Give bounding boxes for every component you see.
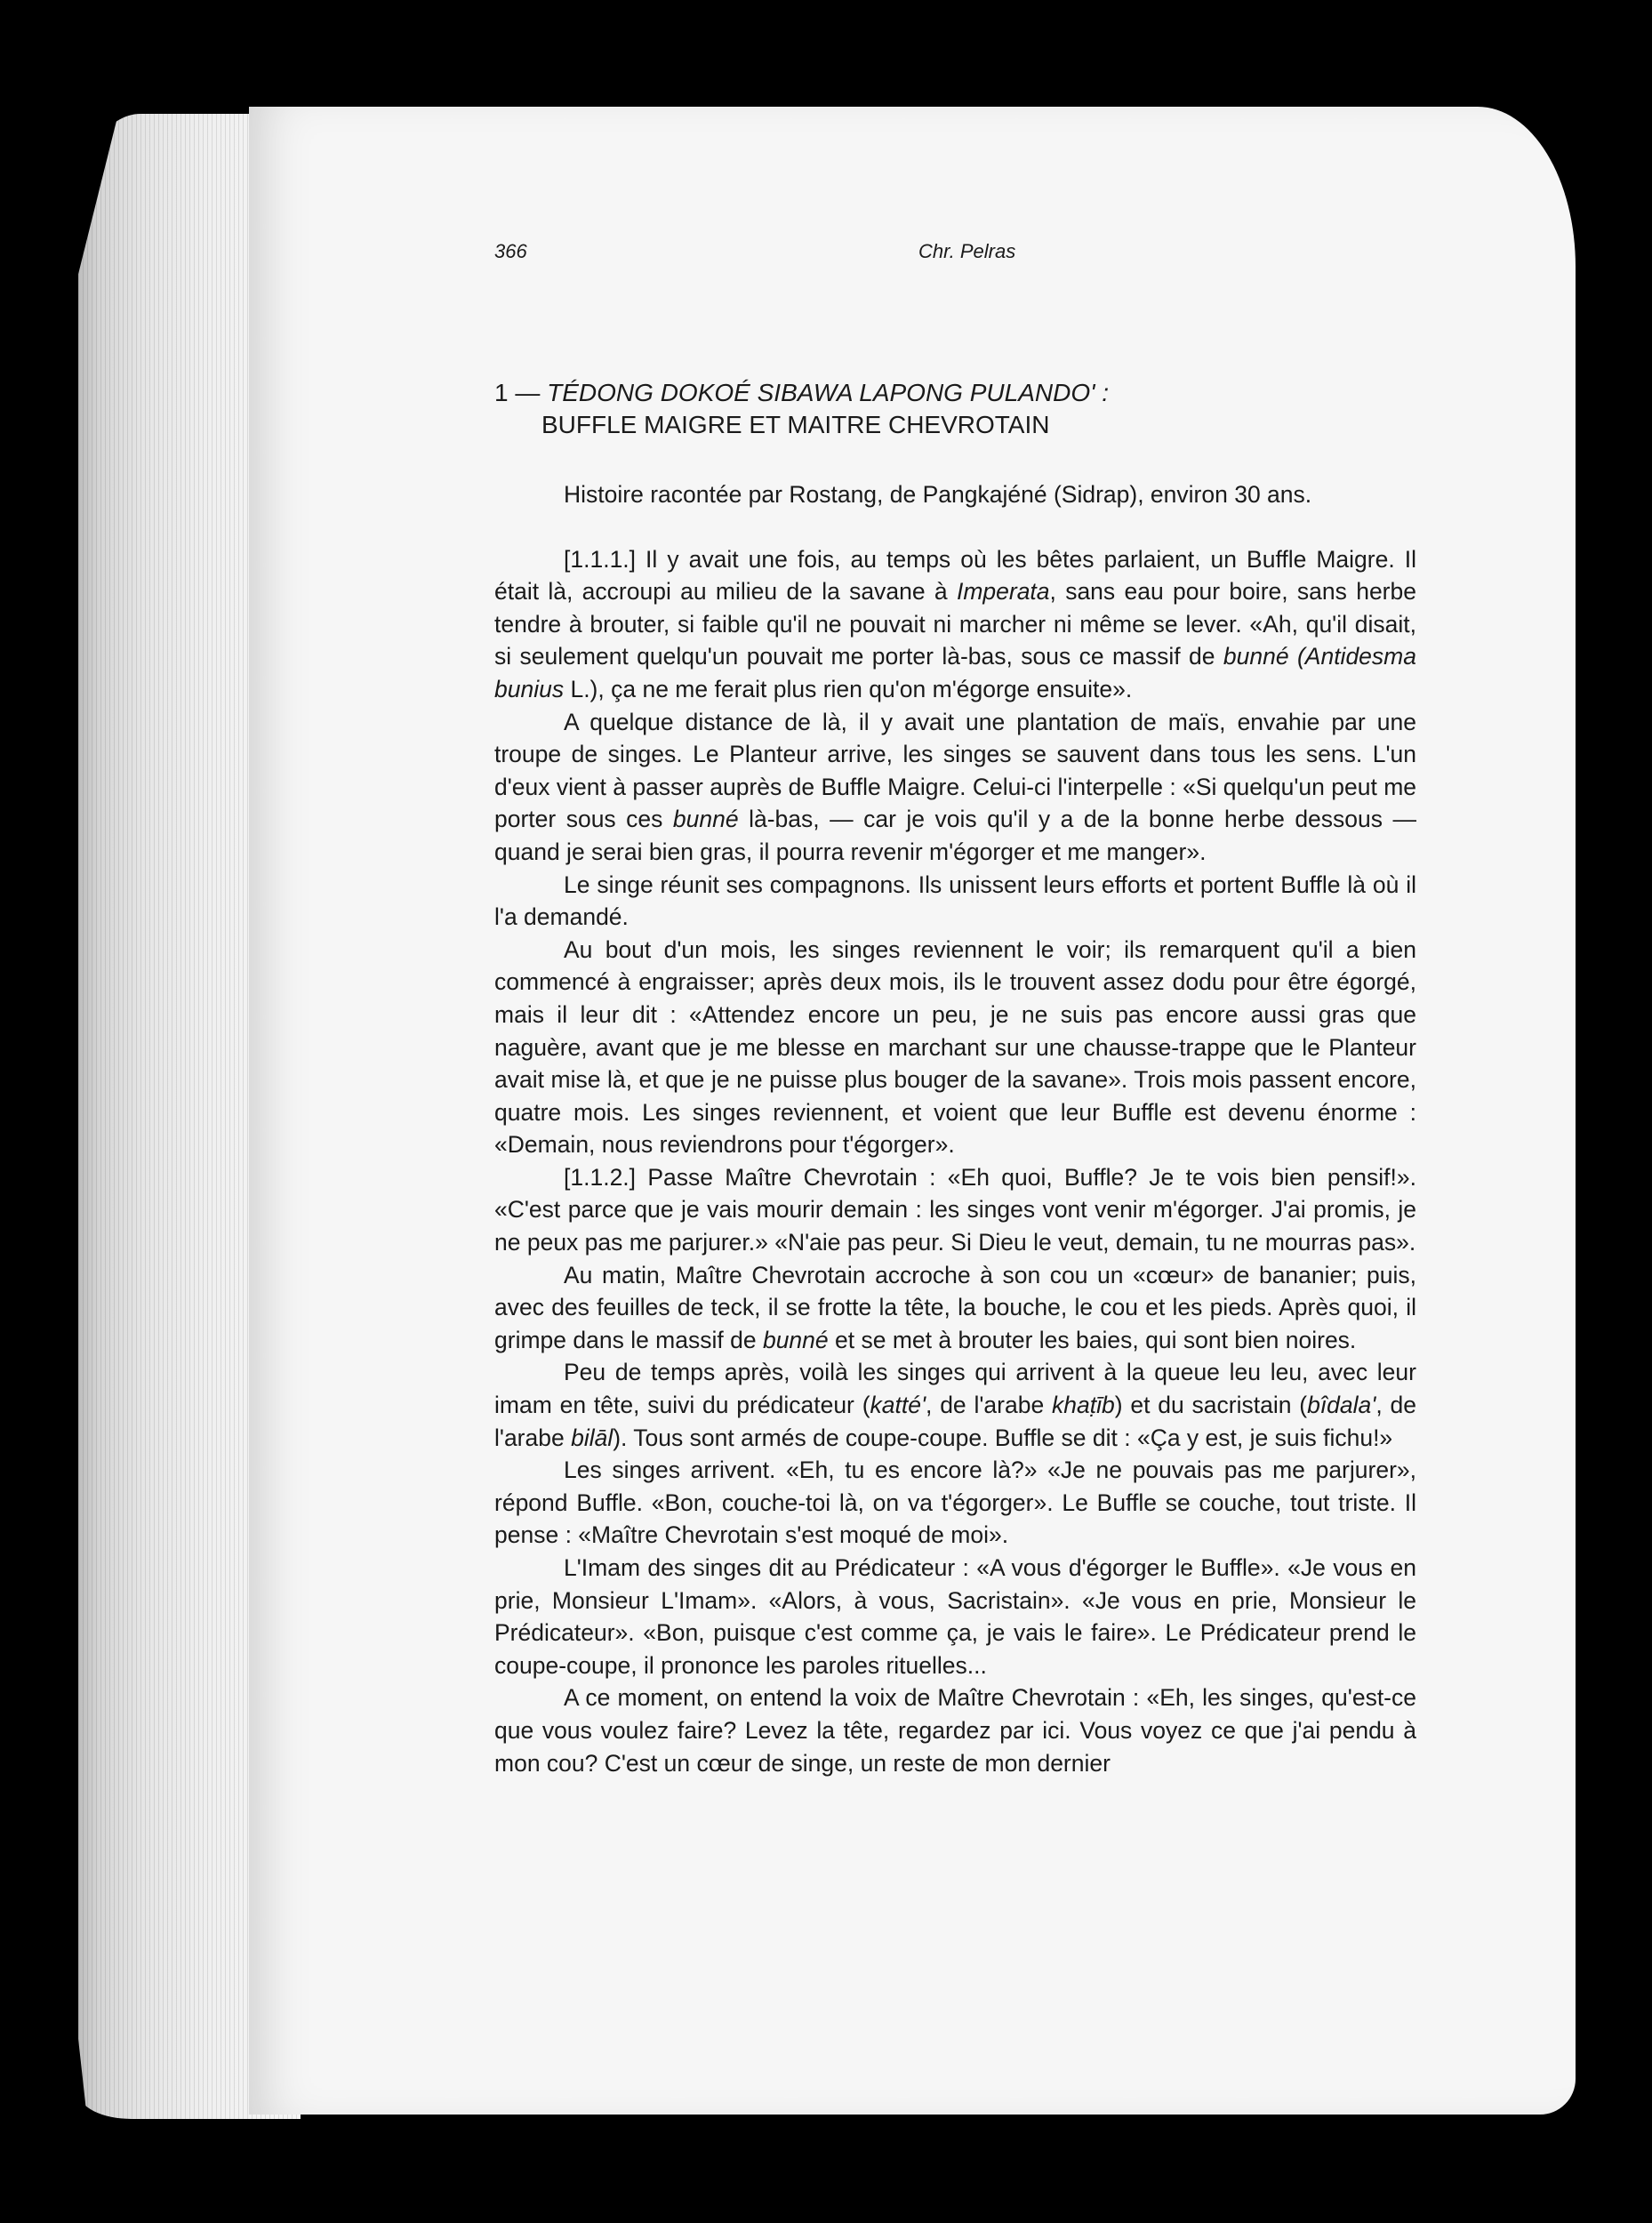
title-line-2: BUFFLE MAIGRE ET MAITRE CHEVROTAIN — [541, 411, 1050, 438]
title-number: 1 — — [494, 379, 548, 406]
story-body — [494, 478, 1416, 1779]
paragraph: Le singe réunit ses compagnons. Ils unissent leurs efforts et portent Buffle là où il l'a demandé. — [494, 871, 1416, 931]
running-head — [494, 240, 1416, 276]
paragraph-intro: Histoire racontée par Rostang, de Pangkajéné (Sidrap), environ 30 ans. — [564, 481, 1312, 508]
story-title — [494, 377, 1416, 441]
paragraph: A ce moment, on entend la voix de Maître Chevrotain : «Eh, les singes, qu'est-ce que vous voulez faire? Levez la tête, regardez par ici. Vous voyez ce que j'ai pendu à mon cou? C'est un cœur de singe, un reste de mon dernier — [494, 1684, 1416, 1777]
paragraph: L'Imam des singes dit au Prédicateur : «A vous d'égorger le Buffle». «Je vous en prie, Monsieur L'Imam». «Alors, à vous, Sacristain». «Je vous en prie, Monsieur le Prédicateur». «Bon, puisque c'est comme ça, je vais le faire». Le Prédicateur prend le coupe-coupe, il prononce les paroles rituelles... — [494, 1554, 1416, 1679]
paragraph: Peu de temps après, voilà les singes qui arrivent à la queue leu leu, avec leur imam en tête, suivi du prédicateur (katté', de l'arabe khaṭīb) et du sacristain (bîdala', de l'arabe bilāl). Tous sont armés de coupe-coupe. Buffle se dit : «Ça y est, je suis fichu!» — [494, 1359, 1416, 1451]
title-line-1 — [494, 377, 1416, 409]
paragraph: Au matin, Maître Chevrotain accroche à son cou un «cœur» de bananier; puis, avec des feuilles de teck, il se frotte la tête, la bouche, le cou et les pieds. Après quoi, il grimpe dans le massif de bunné et se met à brouter les baies, qui sont bien noires. — [494, 1261, 1416, 1353]
running-head-author: Chr. Pelras — [918, 240, 1016, 262]
paragraph: Les singes arrivent. «Eh, tu es encore là?» «Je ne pouvais pas me parjurer», répond Buffle. «Bon, couche-toi là, on va t'égorger». Le Buffle se couche, tout triste. Il pense : «Maître Chevrotain s'est moqué de moi». — [494, 1457, 1416, 1549]
paragraph: A quelque distance de là, il y avait une plantation de maïs, envahie par une troupe de singes. Le Planteur arrive, les singes se sauvent dans tous les sens. L'un d'eux vient à passer auprès de Buffle Maigre. Celui-ci l'interpelle : «Si quelqu'un peut me porter sous ces bunné là-bas, — car je vois qu'il y a de la bonne herbe dessous — quand je serai bien gras, il pourra revenir m'égorger et me manger». — [494, 708, 1417, 865]
paragraph: [1.1.2.] Passe Maître Chevrotain : «Eh quoi, Buffle? Je te vois bien pensif!». «C'est parce que je vais mourir demain : les singes vont venir m'égorger. J'ai promis, je ne peux pas me parjurer.» «N'aie pas peur. Si Dieu le veut, demain, tu ne mourras pas». — [494, 1163, 1416, 1256]
title-bugis: TÉDONG DOKOÉ SIBAWA LAPONG PULANDO' : — [547, 379, 1109, 406]
paragraph: Au bout d'un mois, les singes reviennent le voir; ils remarquent qu'il a bien commencé à engraisser; après deux mois, ils le trouvent assez dodu pour être égorgé, mais il leur dit : «Attendez encore un peu, je ne suis pas encore aussi gras que naguère, avant que je me blesse en marchant sur une chausse-trappe que le Planteur avait mise là, et que je ne puisse plus bouger de la savane». Trois mois passent encore, quatre mois. Les singes reviennent, et voient que leur Buffle est devenu énorme : «Demain, nous reviendrons pour t'égorger». — [494, 935, 1416, 1159]
paragraph: [1.1.1.] Il y avait une fois, au temps où les bêtes parlaient, un Buffle Maigre. Il était là, accroupi au milieu de la savane à Imperata, sans eau pour boire, sans herbe tendre à brouter, si faible qu'il ne pouvait ni marcher ni même se lever. «Ah, qu'il disait, si seulement quelqu'un pouvait me porter là-bas, sous ce massif de bunné (Antidesma bunius L.), ça ne me ferait plus rien qu'on m'égorge ensuite». — [494, 545, 1416, 702]
page-content — [494, 240, 1416, 1779]
page-number: 366 — [494, 240, 527, 262]
